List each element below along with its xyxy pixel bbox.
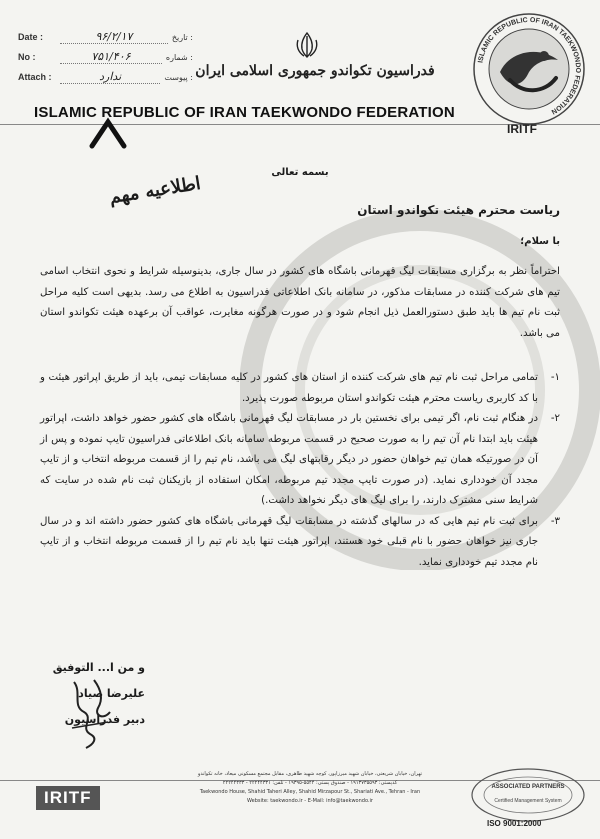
date-field <box>18 30 193 44</box>
recipient: ریاست محترم هیئت تکواندو استان <box>357 203 560 217</box>
attach-value: ندارد <box>60 70 160 84</box>
bismillah: بسمه تعالی <box>271 167 329 178</box>
item-text: در هنگام ثبت نام، اگر تیمی برای نخستین بار در مسابقات لیگ قهرمانی باشگاه های کشور حضور خواهد داشت، اپراتور هیئت باید ابتدا نام آن تیم را به صورت صحیح در قسمت مربوطه سامانه بانک اطلاعاتی فدراسیون تایپ نموده و پس از آن در صورتیکه همان تیم خواهان حضور در دیگر رقابتهای لیگ می باشد، نام تیم را از قسمت مربوطه انتخاب و از تایپ مجدد آن خودداری نماید. (در صورت تایپ مجدد تیم مربوطه، امکان استفاده از بازیکنان ثبت نام شده در سایت که شرایط سنی مشترک دارند، را برای لیگ های دیگر نخواهد داشت.) <box>40 413 538 506</box>
item-number: ۳- <box>550 515 560 527</box>
address-fa: تهران، خیابان شریعتی، خیابان شهید میرزاپور، کوچه شهید طاهری، مقابل مجتمع مسکونی میعاد، خانه تکواندو <box>197 771 423 777</box>
federation-title-en: ISLAMIC REPUBLIC OF IRAN TAEKWONDO FEDERATION <box>34 104 455 121</box>
number-label-en: No : <box>18 52 36 62</box>
attach-label-fa: پیوست : <box>164 72 193 82</box>
logo-ring-text: ISLAMIC REPUBLIC OF IRAN TAEKWONDO FEDERATION <box>477 16 582 115</box>
list-item <box>40 409 560 512</box>
date-label-en: Date : <box>18 32 44 42</box>
iso-seal-sub: Certified Management System <box>494 798 562 804</box>
number-value: ۷۵۱/۴۰۶ <box>60 50 162 64</box>
closing-phrase: و من ا... التوفیق <box>52 661 145 674</box>
date-label-fa: تاریخ : <box>171 32 193 42</box>
list-item <box>40 512 560 574</box>
date-value: ۹۶/۲/۱۷ <box>60 30 168 44</box>
attach-field <box>18 70 193 84</box>
item-number: ۱- <box>550 372 560 383</box>
item-text: تمامی مراحل ثبت نام تیم های شرکت کننده از استان های کشور در کلیه مسابقات تیمی، باید از طریق اپراتور هیئت و با کد کاربری ریاست محترم هیئت تکواندو استان مربوطه صورت پذیرد. <box>40 372 538 404</box>
number-label-fa: شماره : <box>165 52 193 62</box>
signer-name: علیرضا صیاد <box>78 687 145 700</box>
handwritten-signature <box>64 672 124 752</box>
logo-label: IRITF <box>507 122 537 136</box>
federation-logo <box>470 10 588 128</box>
footer-web: Website: taekwondo.ir - E-Mail: info@taekwondo.ir <box>247 798 373 804</box>
address-en: Taekwondo House, Shahid Taheri Alley, Shahid Mirzapour St., Shariati Ave., Tehran - Iran <box>199 789 421 795</box>
iso-certification-seal <box>468 766 588 824</box>
signer-title: دبیر فدراسیون <box>64 713 145 726</box>
important-notice-stamp: اطلاعیه مهم <box>107 172 203 209</box>
iso-seal-text: ASSOCIATED PARTNERS <box>491 784 565 790</box>
list-item <box>40 368 560 409</box>
number-field <box>18 50 193 64</box>
item-text: برای ثبت نام تیم هایی که در سالهای گذشته در مسابقات لیگ قهرمانی باشگاه های کشور حضور داشته اند و در سال جاری نیز خواهان حضور با نام قبلی خود هستند، اپراتور هیئت تنها باید نام تیم را از قسمت مربوطه انتخاب و از تایپ نام مجدد تیم خودداری نماید. <box>40 515 538 568</box>
attach-label-en: Attach : <box>18 72 52 82</box>
fold-mark-icon <box>88 114 128 150</box>
greeting: با سلام؛ <box>520 236 560 247</box>
intro-paragraph: احتراماً نظر به برگزاری مسابقات لیگ قهرمانی باشگاه های کشور در سال جاری، بدینوسیله شرایط و نحوی انتخاب اسامی تیم های شرکت کننده در مسابقات مذکور، در سامانه بانک اطلاعاتی فدراسیون به اطلاع می رسد. بدیهی است کلیه مراحل ثبت نام تیم ها باید طبق دستورالعمل ذیل انجام شود و در صورت هرگونه مغایرت، عواقب آن برعهده هیئت تکواندو استان می باشد. <box>40 266 560 339</box>
footer-logo: IRITF <box>36 786 100 810</box>
footer-address <box>160 770 460 806</box>
instruction-list <box>40 368 560 573</box>
iran-emblem-icon <box>292 30 322 60</box>
iso-label: ISO 9001:2000 <box>487 819 542 828</box>
item-number: ۲- <box>550 413 560 424</box>
phone-line-fa: کدپستی: ۱۹۱۳۷۳۵۵۹۳ - صندوق پستی: ۵۵۴۴-۱۹۳۹۵ - تلفن: ۲۲۲۴۴۳۳۱ - ۲۲۲۴۴۳۳۳ <box>222 780 398 786</box>
federation-title-fa: فدراسیون تکواندو جمهوری اسلامی ایران <box>195 63 435 79</box>
